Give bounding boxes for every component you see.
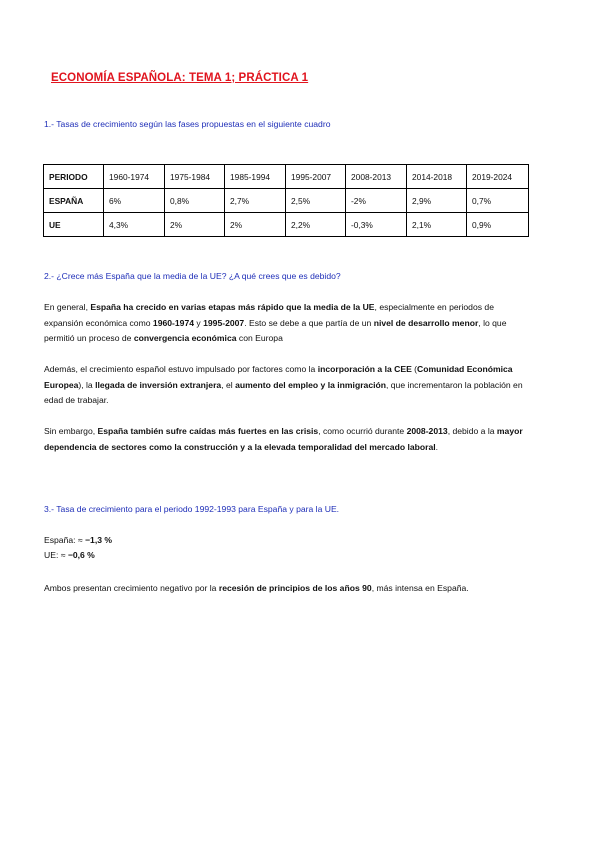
- bold-run: Comunidad Económica Europea: [44, 364, 513, 390]
- bold-run: mayor dependencia de sectores como la construcción y a la elevada temporalidad del mercado laboral: [44, 426, 523, 452]
- text-run: , lo que permitió un proceso de: [44, 317, 507, 343]
- table-row-label: ESPAÑA: [44, 189, 104, 213]
- table-row-label: UE: [44, 213, 104, 237]
- text-run: , especialmente en periodos de expansión económica como: [44, 302, 494, 328]
- text-run: Sin embargo,: [44, 426, 98, 436]
- text-run: con Europa: [236, 333, 283, 343]
- page-title: ECONOMÍA ESPAÑOLA: TEMA 1; PRÁCTICA 1: [51, 72, 309, 84]
- text-run: (: [411, 364, 418, 374]
- table-cell: 0,7%: [467, 189, 529, 213]
- table-cell: 2%: [165, 213, 225, 237]
- table-cell: 2,1%: [407, 213, 467, 237]
- bold-run: recesión de principios de los años 90: [218, 583, 372, 593]
- bold-run: 1960-1974: [152, 317, 195, 328]
- table-header-cell: PERIODO: [44, 165, 104, 189]
- table-cell: 0,9%: [467, 213, 529, 237]
- bold-run: incorporación a la CEE: [317, 364, 412, 374]
- text-run: En general,: [44, 302, 91, 312]
- table-cell: 0,8%: [165, 189, 225, 213]
- table-cell: 2,7%: [225, 189, 286, 213]
- text-run: , como ocurrió durante: [318, 426, 407, 436]
- table-cell: 2,9%: [407, 189, 467, 213]
- text-run: .: [435, 441, 439, 452]
- bold-run: nivel de desarrollo menor: [373, 317, 479, 328]
- question-1: 1.- Tasas de crecimiento según las fases propuestas en el siguiente cuadro: [44, 119, 331, 129]
- spain-label: España: ≈: [44, 535, 86, 545]
- bold-run: 1995-2007: [203, 317, 245, 328]
- text-run: Además, el crecimiento español estuvo impulsado por factores como la: [44, 364, 318, 374]
- table-header-cell: 2019-2024: [467, 165, 529, 189]
- text-run: ), la: [78, 379, 96, 390]
- table-cell: -2%: [346, 189, 407, 213]
- table-header-cell: 1995-2007: [286, 165, 346, 189]
- text-run: , que incrementaron la población en edad de trabajar.: [44, 379, 523, 405]
- table-header-cell: 2014-2018: [407, 165, 467, 189]
- table-header-cell: 1985-1994: [225, 165, 286, 189]
- table-cell: 2,5%: [286, 189, 346, 213]
- growth-rates-table: [43, 164, 529, 237]
- ue-value: −0,6 %: [67, 550, 95, 560]
- growth-values: [44, 533, 529, 563]
- answer-paragraph-1: [44, 300, 529, 347]
- answer-paragraph-2: [44, 362, 529, 409]
- bold-run: España también sufre caídas más fuertes en las crisis: [97, 426, 319, 436]
- table-header-cell: 1960-1974: [104, 165, 165, 189]
- bold-run: llegada de inversión extranjera: [95, 379, 222, 390]
- bold-run: 2008-2013: [406, 426, 448, 436]
- bold-run: España ha crecido en varias etapas más rápido que la media de la UE: [90, 302, 375, 312]
- table-row: [44, 213, 529, 237]
- bold-run: aumento del empleo y la inmigración: [235, 379, 386, 390]
- table-row: [44, 189, 529, 213]
- text-run: , más intensa en España.: [371, 583, 469, 593]
- text-run: , debido a la: [447, 426, 497, 436]
- table-cell: 6%: [104, 189, 165, 213]
- table-header-cell: 1975-1984: [165, 165, 225, 189]
- text-run: . Esto se debe a que partía de un: [244, 317, 374, 328]
- text-run: Ambos presentan crecimiento negativo por la: [44, 583, 219, 593]
- table-cell: 4,3%: [104, 213, 165, 237]
- table-cell: -0,3%: [346, 213, 407, 237]
- spain-value: −1,3 %: [85, 535, 113, 545]
- table-header-row: [44, 165, 529, 189]
- bold-run: convergencia económica: [133, 333, 237, 343]
- text-run: , el: [221, 379, 236, 390]
- text-run: y: [194, 317, 204, 328]
- question-3: 3.- Tasa de crecimiento para el periodo 1992-1993 para España y para la UE.: [44, 504, 340, 514]
- table-cell: 2,2%: [286, 213, 346, 237]
- answer-paragraph-4: [44, 581, 529, 597]
- question-2: 2.- ¿Crece más España que la media de la UE? ¿A qué crees que es debido?: [44, 271, 341, 281]
- spain-growth-line: [44, 533, 529, 548]
- table-cell: 2%: [225, 213, 286, 237]
- ue-growth-line: [44, 548, 529, 563]
- ue-label: UE: ≈: [44, 550, 68, 560]
- answer-paragraph-3: [44, 424, 529, 455]
- table-header-cell: 2008-2013: [346, 165, 407, 189]
